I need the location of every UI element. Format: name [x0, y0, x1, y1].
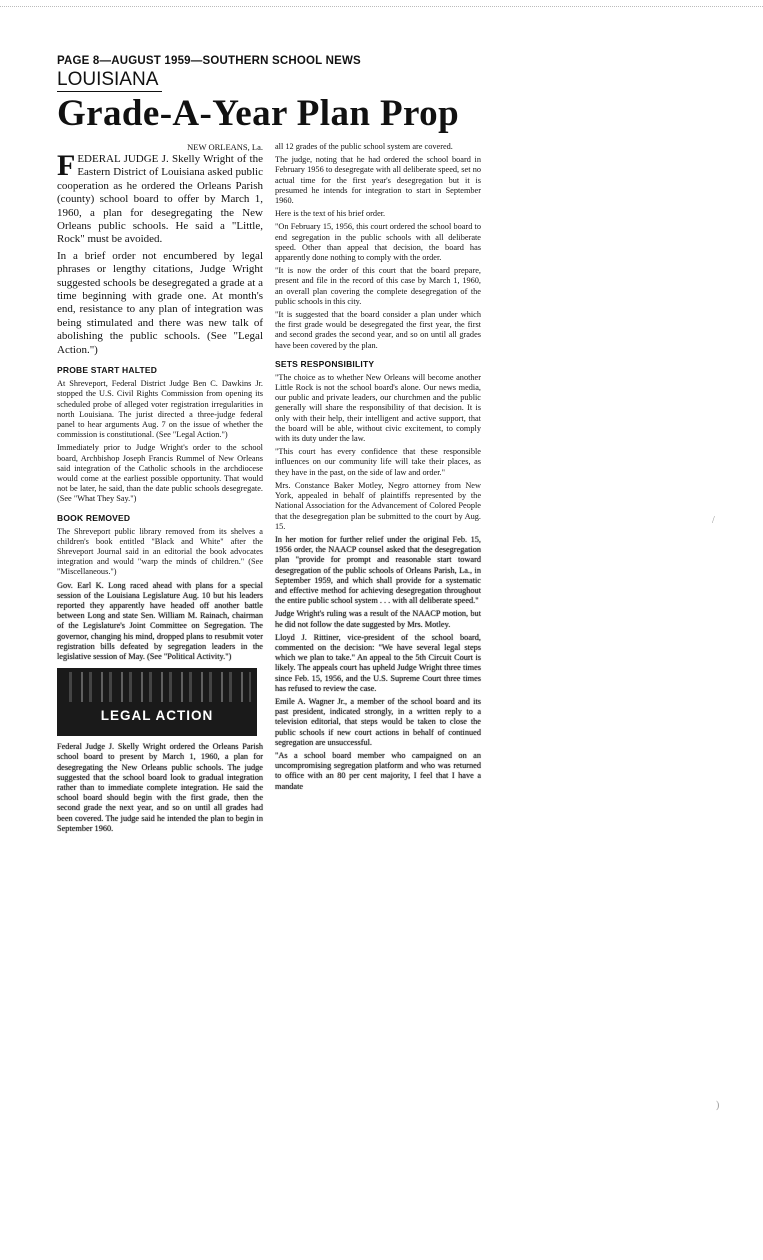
paragraph-governor: Gov. Earl K. Long raced ahead with plans for a special session of the Louisiana Legislature Aug. 10 but his leaders reported they apparently have headed off another battle between Long and state Sen. William M. Rainach, chairman of the Legislature's Joint Committee on Segregation. The governor, changing his mind, dropped plans to resubmit voter registration bills defeated by segregation leaders in the legislative session of May. (See "Political Activity.")	[57, 580, 263, 661]
scan-mark: /	[712, 515, 715, 526]
page-kicker: PAGE 8—AUGUST 1959—SOUTHERN SCHOOL NEWS	[57, 55, 361, 67]
subhead-probe-start-halted: PROBE START HALTED	[57, 365, 158, 376]
subhead-book-removed: BOOK REMOVED	[57, 512, 131, 523]
left-column	[57, 142, 263, 837]
lead-paragraph-1-text: EDERAL JUDGE J. Skelly Wright of the Eastern District of Louisiana asked public cooperation as he ordered the Orleans Parish (county) school board to offer by March 1, 1960, a plan for desegregating the New Orleans public schools. He said a "Little, Rock" must be avoided.	[57, 153, 263, 246]
paragraph-wagner: Emile A. Wagner Jr., a member of the school board and its past president, indicated strongly, in a written reply to a television editorial, that steps would be taken to close the public schools if new court actions in behalf of continued segregation are unsuccessful.	[275, 696, 481, 747]
paragraph-book: The Shreveport public library removed from its shelves a children's book entitled "Black and White" after the Shreveport Journal said in an editorial the book advocates integration and would "warp the minds of children." (See "Miscellaneous.")	[57, 526, 263, 577]
drop-cap: F	[57, 149, 76, 182]
paragraph-grades-covered: all 12 grades of the public school system are covered.	[275, 142, 453, 151]
paragraph-text-of-order: Here is the text of his brief order.	[275, 209, 386, 219]
legal-action-illustration	[63, 672, 251, 702]
page-edge-dotted-line	[0, 6, 763, 7]
article-columns	[57, 142, 482, 837]
lead-paragraph-1	[57, 149, 263, 247]
right-column	[275, 142, 481, 837]
paragraph-order-3: "It is suggested that the board consider a plan under which the first grade would be desegregated the first year, the first and second grades the second year, and so on until all grades have been covered by the plan.	[275, 310, 481, 350]
lead-block	[57, 142, 263, 357]
paragraph-order-2: "It is now the order of this court that the board prepare, present and file in the record of this case by March 1, 1960, an overall plan covering the complete desegregation of the public schools in this city.	[275, 266, 481, 306]
paragraph-order-1: "On February 15, 1956, this court ordered the school board to end segregation in the public schools with all deliberate speed. Other than appeal that decision, the board has apparently done nothing to comply with the order.	[275, 222, 481, 263]
paragraph-campaign: "As a school board member who campaigned on an uncompromising segregation platform and who was returned to office with an 80 per cent majority, I feel that I have a mandate	[275, 750, 481, 791]
paragraph-judge-noting: The judge, noting that he had ordered the school board in February 1956 to desegregate with all deliberate speed, set no actual time for the first year's desegregation but it is presumed he intends for integration to start in September 1960.	[275, 155, 481, 206]
subhead-sets-responsibility: SETS RESPONSIBILITY	[275, 358, 375, 369]
paragraph-ruling: Judge Wright's ruling was a result of the NAACP motion, but he did not follow the date suggested by Mrs. Motley.	[275, 609, 481, 629]
scan-mark: )	[716, 1100, 720, 1111]
legal-action-banner	[57, 668, 257, 736]
paragraph-archbishop: Immediately prior to Judge Wright's order to the school board, Archbishop Joseph Francis Rummel of New Orleans said integration of the Catholic schools in the archdiocese would come at the earliest possible opportunity. That would not be later, he said, than the date public schools desegregate. (See "What They Say.")	[57, 443, 263, 504]
paragraph-naacp-motion: In her motion for further relief under the original Feb. 15, 1956 order, the NAACP counsel asked that the desegregation plan "provide for prompt and reasonable start toward desegregation of the public schools of Orleans Parish, La., in September 1959, and which shall provide for a systematic and effective method for achieving desegregation throughout the entire public school system . . . with all deliberate speed."	[275, 534, 481, 606]
paragraph-rittiner: Lloyd J. Rittiner, vice-president of the school board, commented on the decision: "We have several legal steps which we plan to take." An appeal to the 5th Circuit Court is likely. The appeals court has upheld Judge Wright three times since Feb. 15, 1956, and the U.S. Supreme Court three times has refused to review the case.	[275, 632, 481, 693]
dateline: NEW ORLEANS, La.	[187, 142, 263, 152]
section-title: LOUISIANA	[57, 69, 162, 92]
paragraph-confidence: "This court has every confidence that these responsible influences on our community life will take their places, as they have in the past, on the side of law and order."	[275, 447, 481, 477]
paragraph-motley: Mrs. Constance Baker Motley, Negro attorney from New York, appealed in behalf of plaintiffs represented by the National Association for the Advancement of Colored People that the desegregation plan be submitted to the court by Aug. 15.	[275, 480, 481, 531]
legal-action-label: LEGAL ACTION	[100, 708, 214, 724]
headline: Grade-A-Year Plan Prop	[57, 93, 460, 134]
lead-paragraph-2: In a brief order not encumbered by legal phrases or lengthy citations, Judge Wright suggested schools be desegregated a grade at a time beginning with grade one. At month's end, resistance to any plan of integration was being stimulated and there was new talk of abolishing the public schools. (See "Legal Action.")	[57, 249, 263, 356]
paragraph-probe: At Shreveport, Federal District Judge Ben C. Dawkins Jr. stopped the U.S. Civil Rights Commission from opening its scheduled probe of alleged voter registration irregularities in north Louisiana. The jurist directed a three-judge federal panel to hear arguments Aug. 7 on the issue of whether the commission is constitutional. (See "Legal Action.")	[57, 379, 263, 440]
newspaper-page	[57, 55, 482, 837]
paragraph-choice: "The choice as to whether New Orleans will become another Little Rock is not the school board's alone. Our news media, our public and private leaders, our churchmen and the public generally will share the responsibility of that decision. It is only with their help, their intelligent and active support, that the board will be able, without civic excitement, to comply with its duty under the law.	[275, 372, 481, 444]
paragraph-legal-action: Federal Judge J. Skelly Wright ordered the Orleans Parish school board to present by March 1, 1960, a plan for desegregating the New Orleans public schools. The judge suggested that the school board look to gradual integration rather than to immediate complete integration. He said the school board should begin with the first grade, then the second grade the next year, and so on until all grades had been covered. The judge said he intended the plan to begin in September 1960.	[57, 742, 263, 833]
